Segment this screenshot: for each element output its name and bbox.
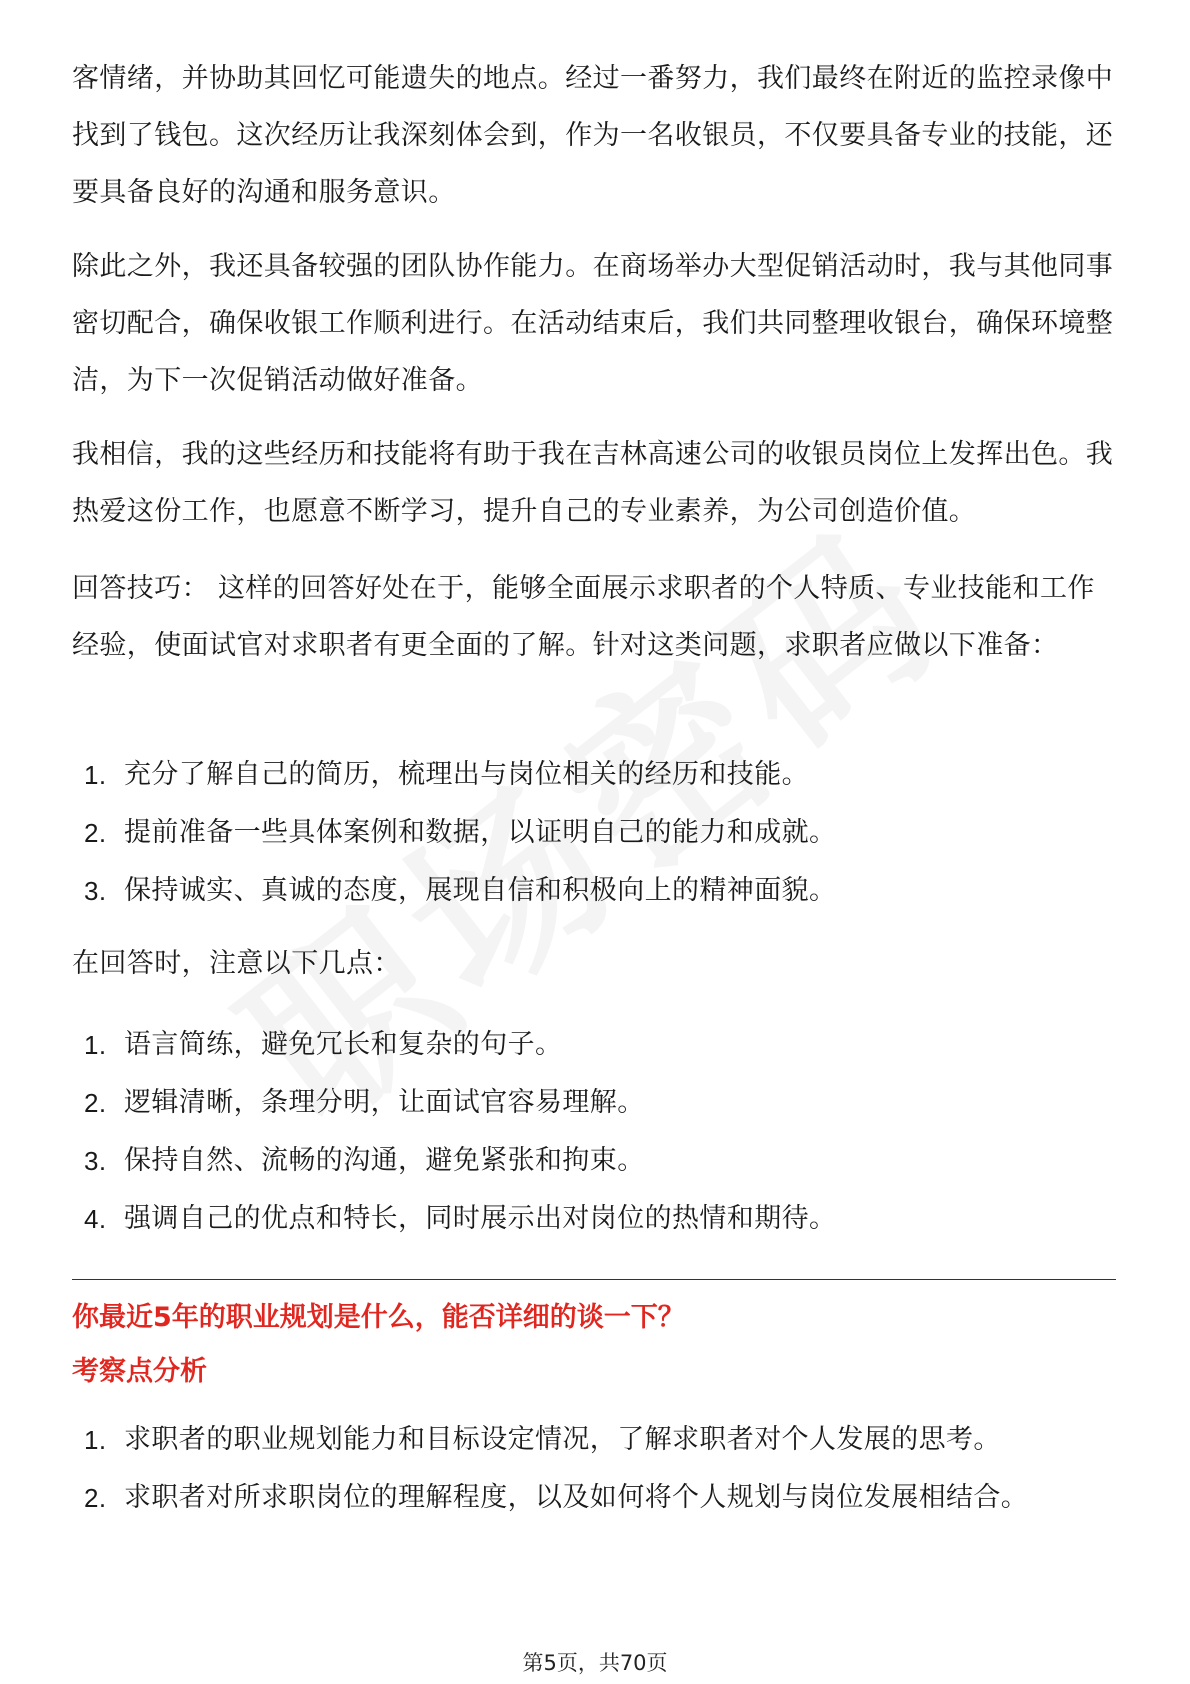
list-item — [72, 1016, 1116, 1074]
list-number: 2. — [84, 818, 107, 848]
paragraph-conclusion: 我相信，我的这些经历和技能将有助于我在吉林高速公司的收银员岗位上发挥出色。我热爱这份工作，也愿意不断学习，提升自己的专业素养，为公司创造价值。 — [72, 439, 1114, 527]
list-number: 2. — [84, 1088, 107, 1118]
list-item — [72, 746, 1116, 804]
paragraph-wallet-story: 客情绪，并协助其回忆可能遗失的地点。经过一番努力，我们最终在附近的监控录像中找到了钱包。这次经历让我深刻体会到，作为一名收银员，不仅要具备专业的技能，还要具备良好的沟通和服务意识。 — [72, 63, 1114, 208]
list-number: 4. — [84, 1204, 107, 1234]
list-number: 1. — [84, 1030, 107, 1060]
paragraph-teamwork: 除此之外，我还具备较强的团队协作能力。在商场举办大型促销活动时，我与其他同事密切配合，确保收银工作顺利进行。在活动结束后，我们共同整理收银台，确保环境整洁，为下一次促销活动做好准备。 — [72, 251, 1114, 396]
notes-heading: 在回答时，注意以下几点： — [72, 948, 401, 979]
preparation-list — [72, 746, 1116, 920]
page-footer: 第5页，共70页 — [522, 1651, 668, 1675]
list-item — [72, 1469, 1116, 1527]
list-number: 1. — [84, 760, 107, 790]
list-item-text: 求职者的职业规划能力和目标设定情况，了解求职者对个人发展的思考。 — [124, 1424, 1001, 1455]
list-number: 3. — [84, 1146, 107, 1176]
list-item — [72, 1190, 1116, 1248]
section-divider — [72, 1279, 1116, 1280]
list-item-text: 保持诚实、真诚的态度，展现自信和积极向上的精神面貌。 — [124, 875, 837, 906]
notes-list — [72, 1016, 1116, 1248]
list-item-text: 保持自然、流畅的沟通，避免紧张和拘束。 — [124, 1145, 645, 1176]
list-item-text: 充分了解自己的简历，梳理出与岗位相关的经历和技能。 — [124, 759, 809, 790]
list-item — [72, 1132, 1116, 1190]
list-item — [72, 1074, 1116, 1132]
list-item — [72, 1411, 1116, 1469]
analysis-list — [72, 1411, 1116, 1527]
list-item — [72, 804, 1116, 862]
list-number: 1. — [84, 1425, 107, 1455]
list-item-text: 提前准备一些具体案例和数据，以证明自己的能力和成就。 — [124, 817, 837, 848]
list-item-text: 语言简练，避免冗长和复杂的句子。 — [124, 1029, 563, 1060]
document-page — [72, 0, 1116, 1684]
list-number: 2. — [84, 1483, 107, 1513]
list-item-text: 逻辑清晰，条理分明，让面试官容易理解。 — [124, 1087, 645, 1118]
analysis-heading: 考察点分析 — [72, 1356, 207, 1387]
list-number: 3. — [84, 876, 107, 906]
question-title: 你最近5年的职业规划是什么，能否详细的谈一下？ — [72, 1302, 685, 1333]
paragraph-answer-tips: 回答技巧： 这样的回答好处在于，能够全面展示求职者的个人特质、专业技能和工作经验，使面试官对求职者有更全面的了解。针对这类问题，求职者应做以下准备： — [72, 573, 1095, 661]
list-item-text: 强调自己的优点和特长，同时展示出对岗位的热情和期待。 — [124, 1203, 837, 1234]
list-item — [72, 862, 1116, 920]
list-item-text: 求职者对所求职岗位的理解程度，以及如何将个人规划与岗位发展相结合。 — [124, 1482, 1029, 1513]
